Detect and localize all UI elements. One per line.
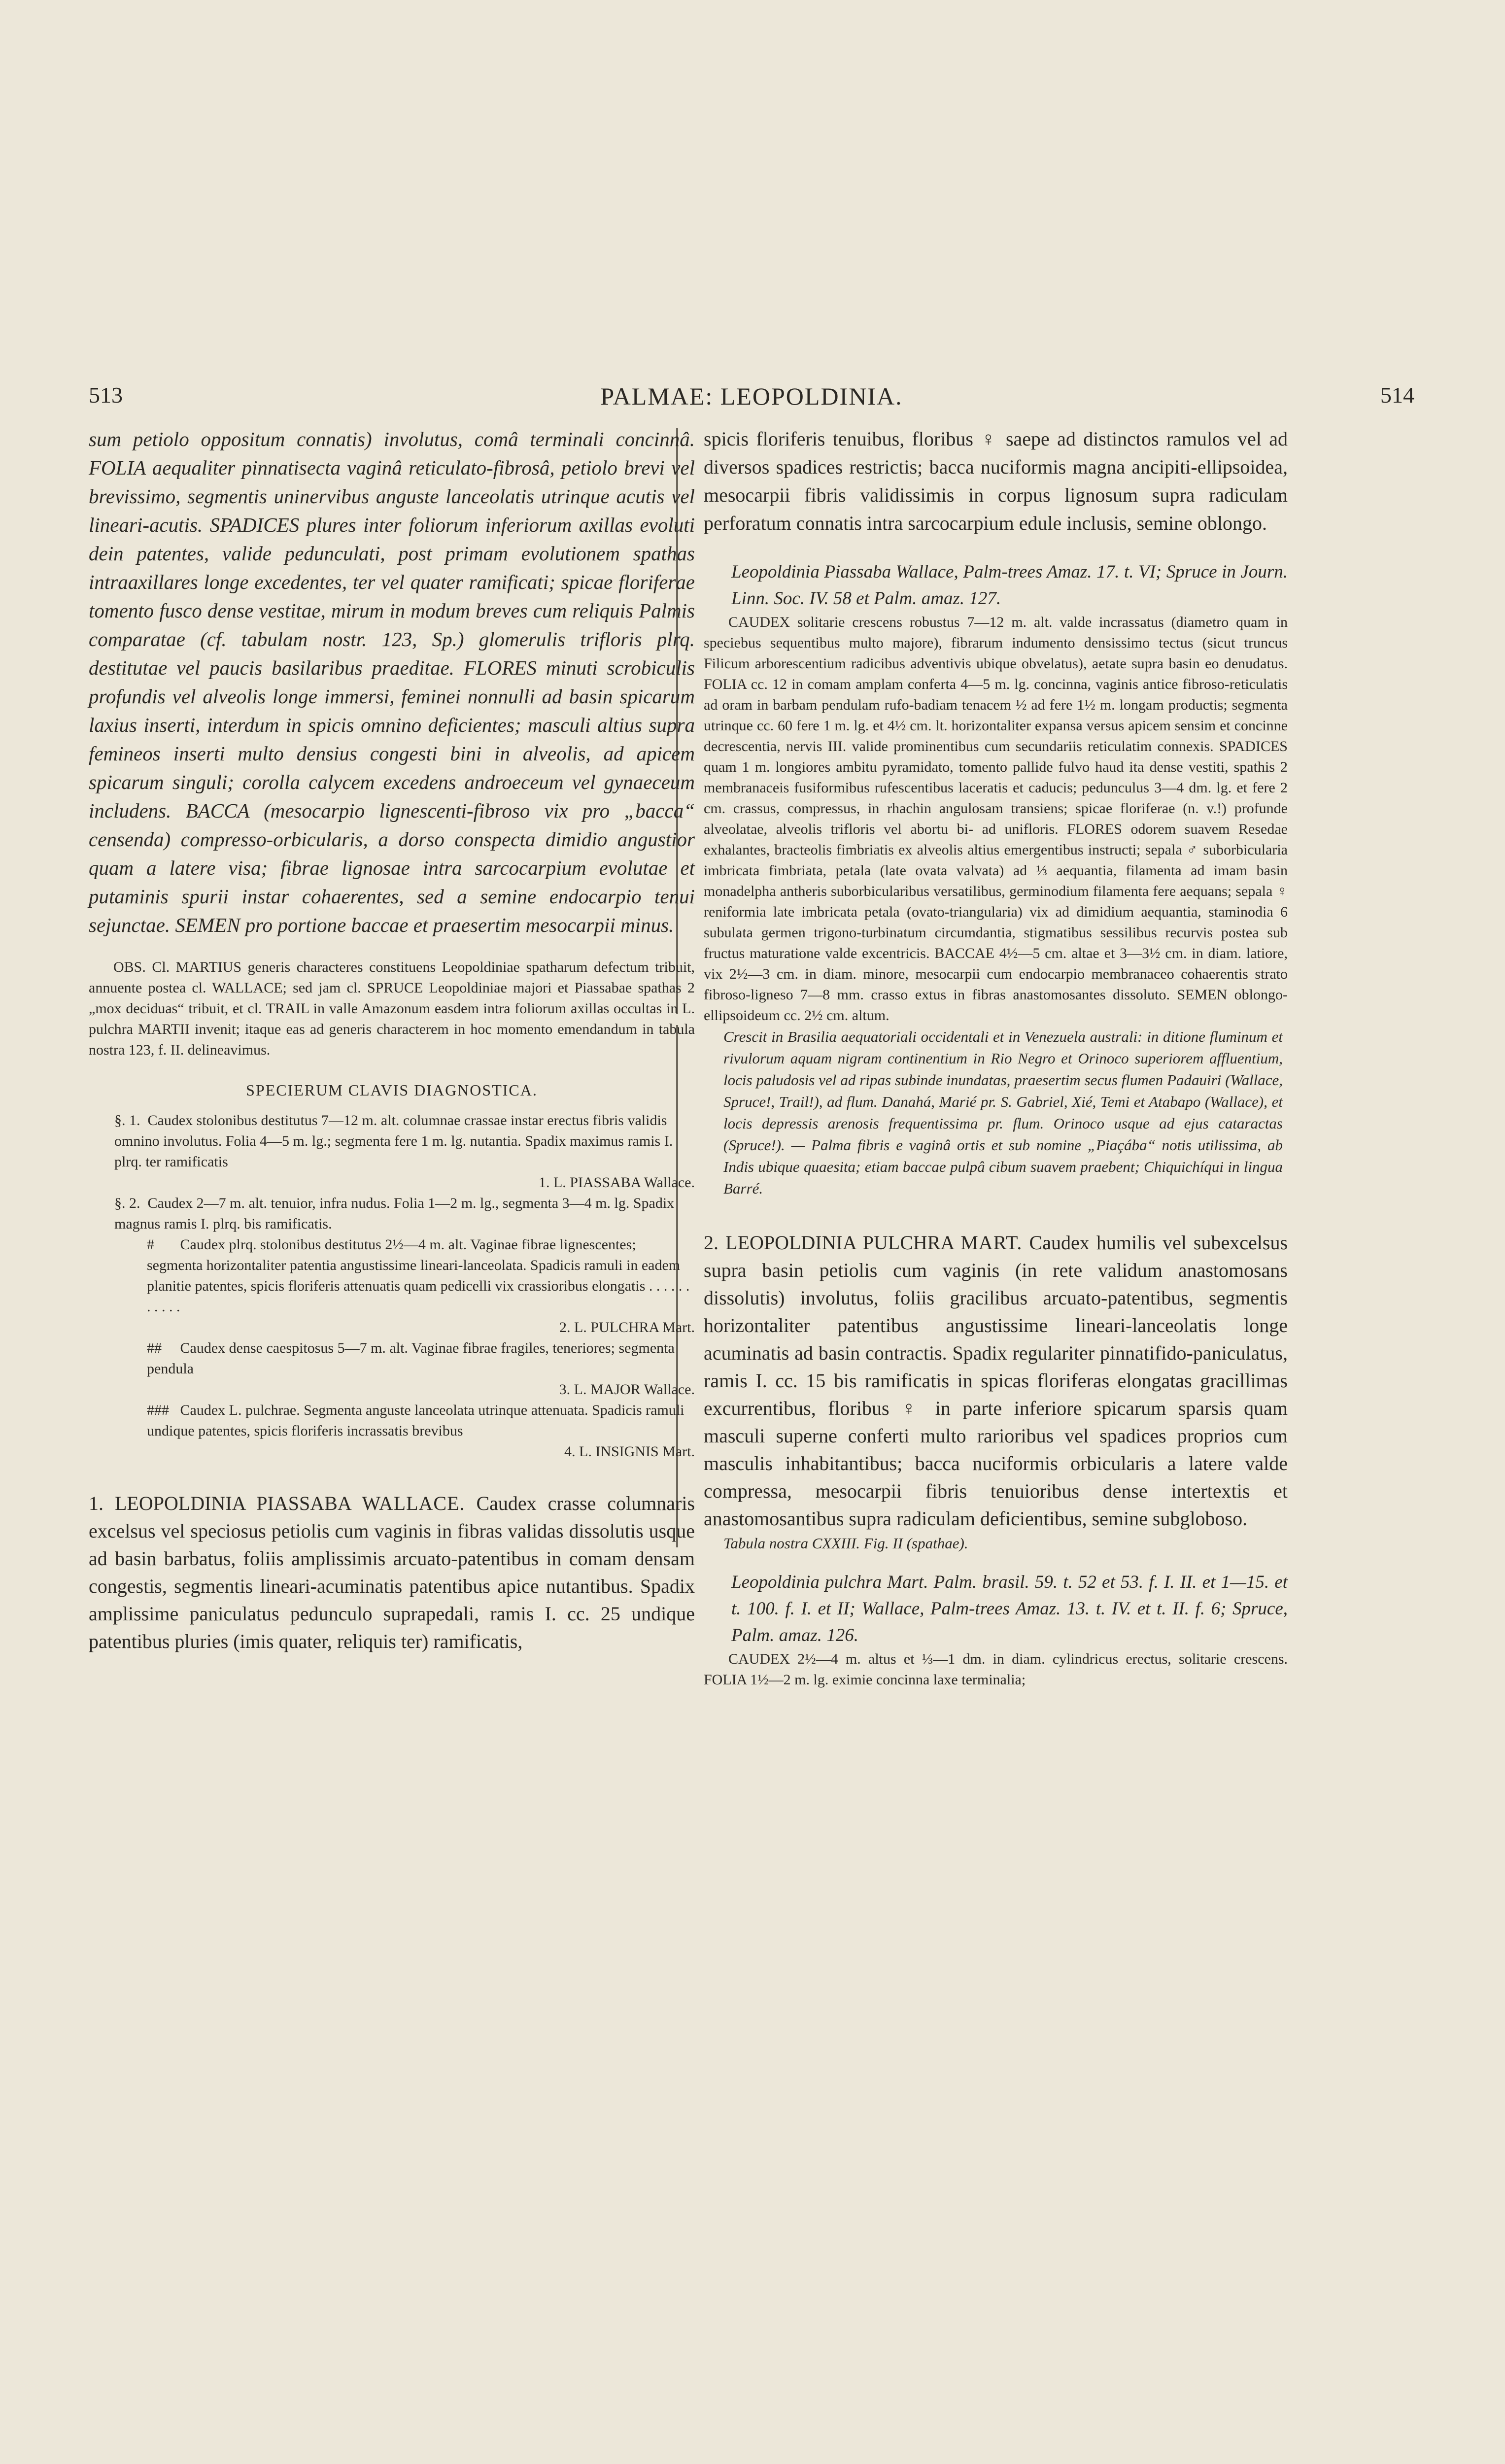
page-header — [89, 382, 1414, 421]
key-mark: ## — [147, 1340, 162, 1356]
key-entry-1 — [89, 1110, 695, 1172]
observation-note: OBS. Cl. MARTIUS generis characteres constituens Leopoldiniae spatharum defectum tribuit, annuente postea cl. WALLACE; sed jam cl. SPRUCE Leopoldiniae majori et Piassabae spathas 2 „mox deciduas“ tribuit, et cl. TRAIL in valle Amazonum easdem intra foliorum axillas occultas in L. pulchra MARTII invenit; itaque eas ad generis characterem in hoc momento emendandum in tabula nostra 123, f. II. delineavimus. — [89, 959, 695, 1058]
species-diagnosis: Caudex humilis vel subexcelsus supra basin petiolis cum vaginis (in rete validum anastomosans dissolutis) involutus, foliis gracilibus arcuato-patentibus, segmentis horizontaliter patentibus angustissime lineari-lanceolatis longe acuminatis ad basin contractis. Spadix regulariter pinnatifido-paniculatus, ramis I. cc. 15 bis ramificatis in spicas floriferas elongatas gracillimas excurrentibus, floribus ♀ in parte inferiore spicarum sparsis quam masculi superne conferti multo rarioribus vel spadices proprios cum masculis inhabitantibus; bacca nuciformis orbicularis a latere valde compressa, mesocarpii fibris tenuioribus dense intertextis et anastomosantibus supra radiculam deficientibus, semine subgloboso. — [704, 1232, 1288, 1530]
key-entry-3 — [89, 1234, 695, 1317]
species-name: 2. LEOPOLDINIA PULCHRA — [704, 1232, 954, 1254]
page-number-left: 513 — [89, 382, 123, 408]
species-1-description: CAUDEX solitarie crescens robustus 7—12 m. alt. valde incrassatus (diametro quam in speciebus sequentibus multo majore), fibrarum indumento densissimo tectus (sicut truncus Filicum arborescentium radicibus adventivis ubique obvelatus), aetate supra basin eo denudatus. FOLIA cc. 12 in comam amplam conferta 4—5 m. lg. concinna, vaginis antice fibroso-reticulatis ad oram in barbam pendulam rufo-badiam tenacem ½ ad fere 1½ m. longam productis; segmenta utrinque cc. 60 fere 1 m. lg. et 4½ cm. lt. horizontaliter expansa versus apicem sensim et concinne decrescentia, nervis III. valide prominentibus cum secundariis reticulatim connexis. SPADICES quam 1 m. longiores ambitu pyramidato, tomento pallide fulvo haud ita dense vestiti, spathis 2 membranaceis fusiformibus rufescentibus laceratis et caducis; pedunculus 3—4 dm. lg. et fere 2 cm. crassus, compressus, in rhachin angulosam transiens; spicae floriferae (n. v.!) profunde alveolatae, alveolis trifloris vel abortu bi- ad unifloris. FLORES odorem suavem Resedae exhalantes, bracteolis fimbriatis ex alveolis altius emergentibus instructi; sepala ♂ suborbicularia imbricata fimbriata, petala (late ovata valvata) ad ⅓ aequantia, filamenta ad imam basin monadelpha antheris suborbicularibus versatilibus, germinodium filamenta fere aequans; sepala ♀ reniformia late imbricata petala (ovato-triangularia) vix ad dimidium aequantia, staminodia 6 subulata germen trigono-turbinatum circumdantia, stigmatibus sessilibus recurvis postea sub fructus maturatione valde excentricis. BACCAE 4½—5 cm. altae et 3—3½ cm. in diam. latiore, vix 2½—3 cm. in diam. minore, mesocarpii cum endocarpio membranaceo cohaerentis strato fibroso-ligneso 7—8 mm. crasso extus in fibras anastomosantes dissoluto. SEMEN oblongo-ellipsoideum cc. 2½ cm. altum. — [704, 614, 1288, 1024]
key-result-1: 1. L. PIASSABA Wallace. — [538, 1174, 695, 1191]
species-name: 1. LEOPOLDINIA PIASSABA — [89, 1492, 351, 1514]
key-mark: §. 1. — [114, 1112, 140, 1129]
key-result-3: 3. L. MAJOR Wallace. — [559, 1381, 695, 1398]
plate-reference: Tabula nostra CXXIII. Fig. II (spathae). — [723, 1535, 968, 1552]
species-2-heading — [704, 1229, 1288, 1533]
genus-description: sum petiolo oppositum connatis) involutus, comâ terminali concinnâ. FOLIA aequaliter pinnatisecta vaginâ reticulato-fibrosâ, petiolo brevi vel brevissimo, segmentis uninervibus anguste lanceolatis utrinque acutis vel lineari-acutis. SPADICES plures inter foliorum inferiorum axillas evoluti dein patentes, valide pedunculati, post primam evolutionem spathas intraaxillares longe excedentes, ter vel quater ramificati; spicae floriferae tomento fusco dense vestitae, mirum in modum breves cum reliquis Palmis comparatae (cf. tabulam nostr. 123, Sp.) glomerulis trifloris plrq. destitutae vel paucis basilaribus praeditae. FLORES minuti scrobiculis profundis vel alveolis longe immersi, feminei nonnulli ad basin spicarum laxius inserti, interdum in spicis omnino deficientes; masculi altius supra femineos inserti multo densius congesti bini in alveolis, ad apicem spicarum singuli; corolla calycem excedens androeceum vel gynaeceum includens. BACCA (mesocarpio lignescenti-fibroso vix pro „bacca“ censenda) compresso-orbicularis, a dorso conspecta dimidio angustior quam a latere visa; fibrae lignosae intra sarcocarpium evolutae et putaminis spurii instar cohaerentes, sed a semine endocarpio tenui sejunctae. SEMEN pro portione baccae et praesertim mesocarpii minus. — [89, 428, 695, 936]
species-2-references: Leopoldinia pulchra Mart. Palm. brasil. 59. t. 52 et 53. f. I. II. et 1—15. et t. 100. f. I. et II; Wallace, Palm-trees Amaz. 13. t. IV. et t. II. f. 6; Spruce, Palm. amaz. 126. — [731, 1572, 1288, 1645]
page-number-right: 514 — [1380, 382, 1414, 408]
species-1-heading — [89, 1490, 695, 1655]
key-entry-5 — [89, 1400, 695, 1441]
key-mark: # — [147, 1236, 154, 1253]
key-title: SPECIERUM CLAVIS DIAGNOSTICA. — [246, 1081, 538, 1099]
species-author: WALLACE. — [362, 1492, 465, 1514]
key-entry-4 — [89, 1338, 695, 1379]
key-text: Caudex 2—7 m. alt. tenuior, infra nudus. Folia 1—2 m. lg., segmenta 3—4 m. lg. Spadix magnus ramis I. plrq. bis ramificatis. — [114, 1195, 675, 1232]
key-result-2: 2. L. PULCHRA Mart. — [559, 1319, 695, 1335]
key-result-4: 4. L. INSIGNIS Mart. — [564, 1443, 695, 1460]
left-column — [89, 425, 695, 1655]
species-2-description: CAUDEX 2½—4 m. altus et ⅓—1 dm. in diam. cylindricus erectus, solitarie crescens. FOLIA 1½—2 m. lg. eximie concinna laxe terminalia; — [704, 1651, 1288, 1688]
species-author: MART. — [960, 1232, 1023, 1254]
running-title: PALMAE: LEOPOLDINIA. — [600, 382, 903, 410]
key-text: Caudex L. pulchrae. Segmenta anguste lanceolata utrinque attenuata. Spadicis ramuli undique patentes, spicis floriferis incrassatis brevibus — [147, 1402, 684, 1439]
key-entry-2 — [89, 1193, 695, 1234]
key-text: Caudex stolonibus destitutus 7—12 m. alt. columnae crassae instar erectus fibris validis omnino involutus. Folia 4—5 m. lg.; segmenta fere 1 m. lg. nutantia. Spadix maximus ramis I. plrq. ter ramificatis — [114, 1112, 673, 1170]
key-text: Caudex plrq. stolonibus destitutus 2½—4 m. alt. Vaginae fibrae lignescentes; segmenta horizontaliter patentia angustissime lineari-lanceolata. Spadicis ramuli in eadem planitie patentes, spicis floriferis attenuatis quam pedicelli vix crassioribus elongatis . . . . . . . . . . . — [147, 1236, 690, 1315]
species-1-habitat: Crescit in Brasilia aequatoriali occidentali et in Venezuela australi: in ditione fluminum et rivulorum aquam nigram continentium in Rio Negro et Orinoco superiorem affluentium, locis paludosis vel ad ripas subinde inundatas, praesertim secus flumen Padauiri (Wallace, Spruce!, Trail!), ad flum. Danahá, Marié pr. S. Gabriel, Xié, Temi et Atabapo (Wallace), et locis depressis arenosis frequentissima pr. flum. Orinoco usque ad ejus cataractas (Spruce!). — Palma fibris e vaginâ ortis et sub nomine „Piaçába“ notis utilissima, ab Indis ubique quaesita; etiam baccae pulpâ cibum suavem praebent; Chiquichíqui in lingua Barré. — [723, 1028, 1283, 1197]
species-1-diagnosis-cont: spicis floriferis tenuibus, floribus ♀ saepe ad distinctos ramulos vel ad diversos spadices restrictis; bacca nuciformis magna ancipiti-ellipsoidea, mesocarpii fibris validissimis in corpus lignosum supra radiculam perforatum connatis intra sarcocarpium edule inclusis, semine oblongo. — [704, 428, 1288, 534]
right-column — [704, 425, 1288, 1690]
key-text: Caudex dense caespitosus 5—7 m. alt. Vaginae fibrae fragiles, teneriores; segmenta pendula — [147, 1340, 675, 1377]
species-1-references: Leopoldinia Piassaba Wallace, Palm-trees Amaz. 17. t. VI; Spruce in Journ. Linn. Soc. IV. 58 et Palm. amaz. 127. — [731, 562, 1288, 609]
key-mark: ### — [147, 1402, 169, 1418]
key-mark: §. 2. — [114, 1195, 140, 1211]
species-diagnosis: Caudex crasse columnaris excelsus vel speciosus petiolis cum vaginis in fibras validas dissolutis usque ad basin barbatus, foliis amplissimis arcuato-patentibus in comam densam congestis, segmentis lineari-acuminatis patentibus apice nutantibus. Spadix amplissime paniculatus pedunculo suprapedali, ramis I. cc. 25 undique patentibus pluries (imis quater, reliquis ter) ramificatis, — [89, 1492, 695, 1652]
